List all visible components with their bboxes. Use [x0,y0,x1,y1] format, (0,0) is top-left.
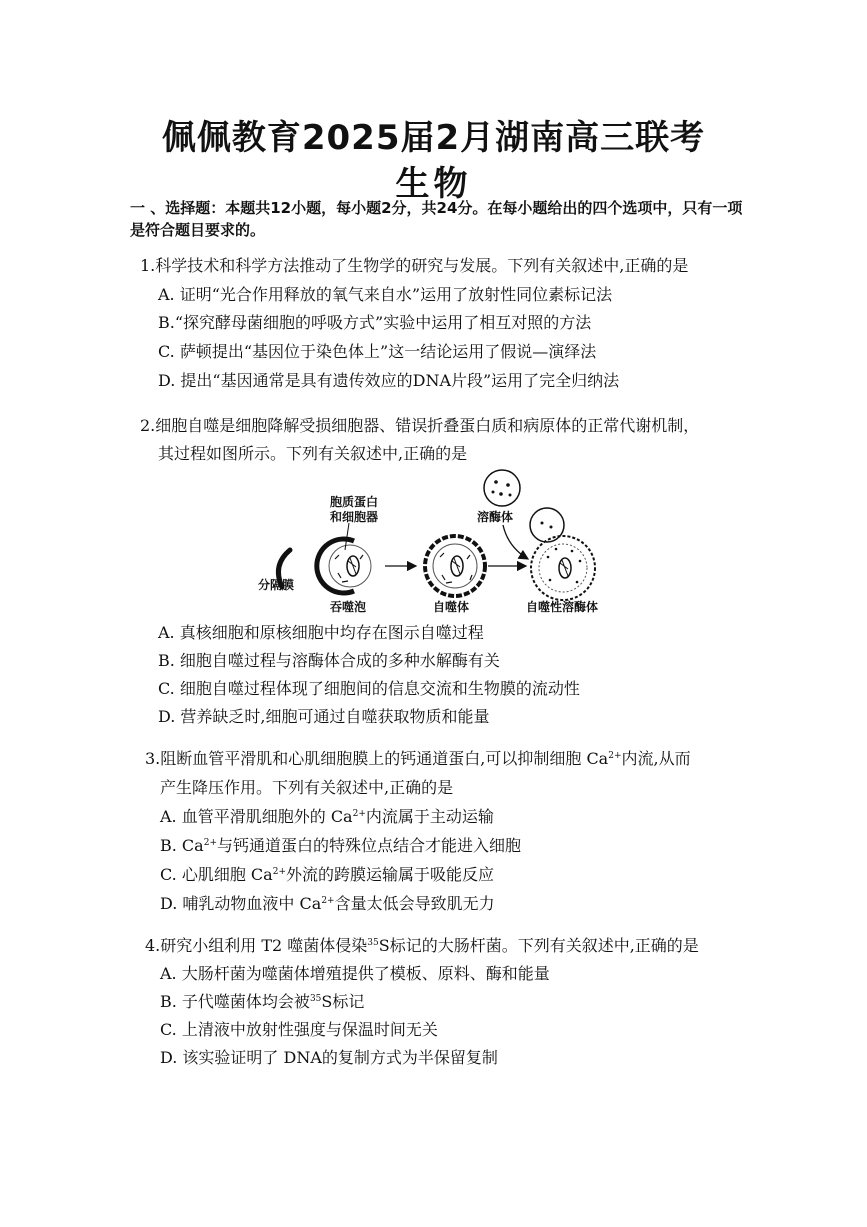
label-isolation-membrane: 分隔膜 [258,578,295,592]
label-cytoplasm-protein: 胞质蛋白 [330,495,379,509]
option-b: B.“探究酵母菌细胞的呼吸方式”实验中运用了相互对照的方法 [158,313,592,332]
question-stem-cont: 其过程如图所示。下列有关叙述中,正确的是 [158,444,468,463]
option-d: D. 该实验证明了 DNA的复制方式为半保留复制 [160,1048,498,1067]
option-b: B. 细胞自噬过程与溶酶体合成的多种水解酶有关 [158,651,500,670]
question-stem: 4.研究小组利用 T2 噬菌体侵染$^{35}$S标记的大肠杆菌。下列有关叙述中,正确的是 [145,936,699,955]
label-phagophore: 吞噬泡 [330,600,367,614]
option-c: C. 上清液中放射性强度与保温时间无关 [160,1020,438,1039]
option-c: C. 萨顿提出“基因位于染色体上”这一结论运用了假说—演绎法 [158,342,597,361]
option-a: A. 血管平滑肌细胞外的 $Ca^{2+}$内流属于主动运输 [160,807,494,826]
subject-title: 生物 [395,164,472,204]
option-a: A. 证明“光合作用释放的氧气来自水”运用了放射性同位素标记法 [158,285,613,304]
option-d: D. 提出“基因通常是具有遗传效应的DNA片段”运用了完全归纳法 [158,371,620,390]
option-b: B. 子代噬菌体均会被$^{35}$S标记 [160,992,365,1011]
autophagy-diagram [250,465,620,620]
section-heading: 一 、选择题：本题共12小题，每小题2分，共24分。在每小题给出的四个选项中，只有一项是符合题目要求的。 [130,199,743,239]
option-c: C. 细胞自噬过程体现了细胞间的信息交流和生物膜的流动性 [158,679,580,698]
autolysosome-shape [531,536,595,600]
lysosome-shape [484,470,520,506]
option-a: A. 大肠杆菌为噬菌体增殖提供了模板、原料、酶和能量 [160,964,550,983]
question-stem-cont: 产生降压作用。下列有关叙述中,正确的是 [160,778,454,797]
option-d: D. 哺乳动物血液中 $Ca^{2+}$含量太低会导致肌无力 [160,894,495,913]
question-stem: 3.阻断血管平滑肌和心肌细胞膜上的钙通道蛋白,可以抑制细胞 $Ca^{2+}$内流,从而 [145,749,691,768]
phagophore-shape [317,539,354,593]
label-autolysosome: 自噬性溶酶体 [526,600,599,614]
question-stem: 1.科学技术和科学方法推动了生物学的研究与发展。下列有关叙述中,正确的是 [140,256,689,275]
label-lysosome: 溶酶体 [477,510,514,524]
option-c: C. 心肌细胞 $Ca^{2+}$外流的跨膜运输属于吸能反应 [160,865,495,884]
option-b: B. $Ca^{2+}$与钙通道蛋白的特殊位点结合才能进入细胞 [160,836,522,855]
option-a: A. 真核细胞和原核细胞中均存在图示自噬过程 [158,623,484,642]
label-autophagosome: 自噬体 [433,600,470,614]
option-d: D. 营养缺乏时,细胞可通过自噬获取物质和能量 [158,707,490,726]
question-stem: 2.细胞自噬是细胞降解受损细胞器、错误折叠蛋白质和病原体的正常代谢机制， [140,416,700,435]
autophagosome-shape [425,536,485,596]
arrow-3 [503,525,528,559]
exam-title: 佩佩教育2025届2月湖南高三联考 [161,118,706,158]
label-and-organelle: 和细胞器 [330,510,379,524]
